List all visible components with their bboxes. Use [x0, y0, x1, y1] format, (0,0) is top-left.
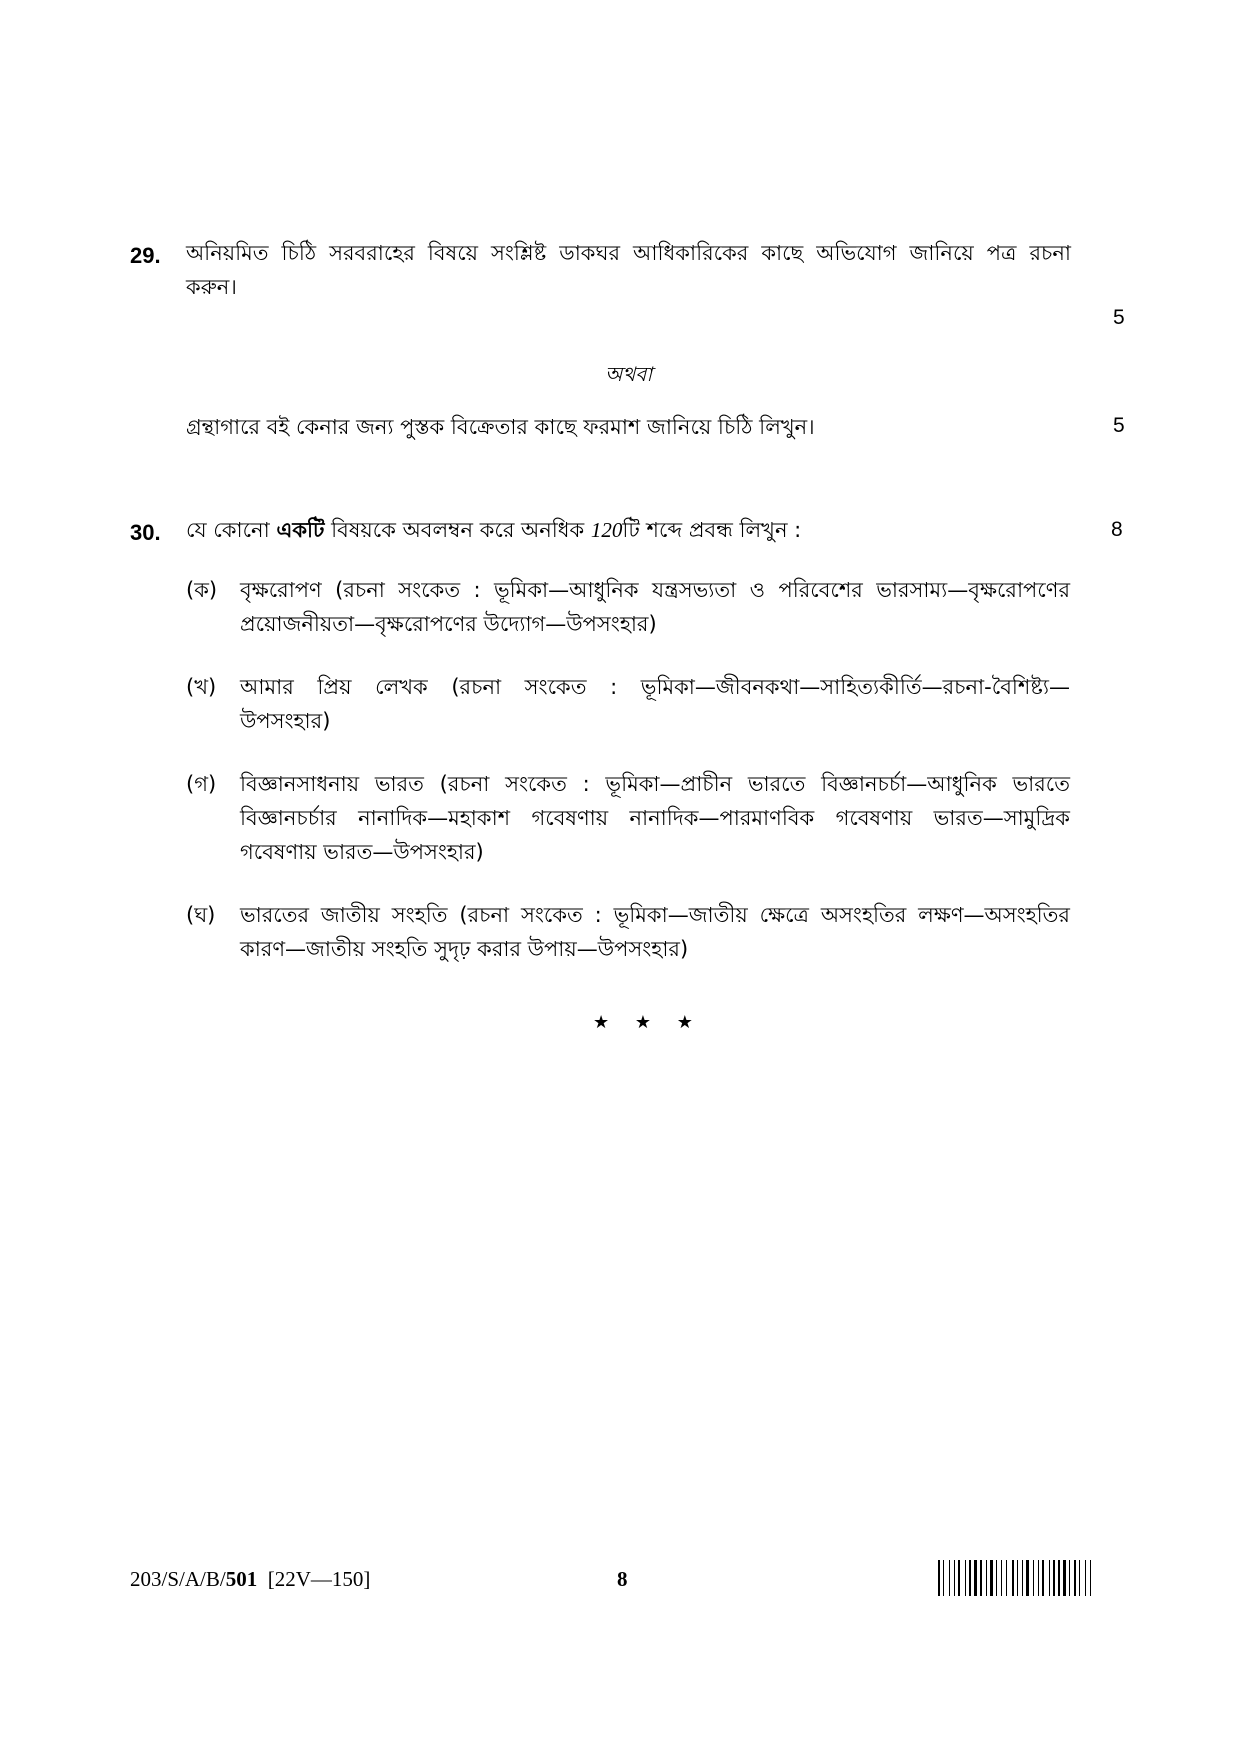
barcode-bar: [1069, 1560, 1070, 1596]
paper-code-number: 501: [225, 1567, 258, 1591]
barcode-bar: [949, 1560, 950, 1596]
option-gha-line2: কারণ—জাতীয় সংহতি সুদৃঢ় করার উপায়—উপসংহার): [240, 937, 689, 961]
barcode-bar: [969, 1560, 971, 1596]
option-kha-line1: আমার প্রিয় লেখক (রচনা সংকেত : ভূমিকা—জীবনকথা—সাহিত্যকীর্তি—রচনা-বৈশিষ্ট্য—: [240, 675, 1070, 699]
question-29-line1: অনিয়মিত চিঠি সরবরাহের বিষয়ে সংশ্লিষ্ট ডাকঘর আধিকারিকের কাছে অভিযোগ জানিয়ে পত্র রচনা: [186, 241, 1071, 265]
barcode-bar: [1058, 1560, 1060, 1596]
barcode-bar: [938, 1560, 940, 1596]
question-29-line2: করুন।: [186, 275, 237, 299]
option-ga-line1: বিজ্ঞানসাধনায় ভারত (রচনা সংকেত : ভূমিকা—প্রাচীন ভারতে বিজ্ঞানচর্চা—আধুনিক ভারতে: [240, 772, 1070, 796]
barcode-bar: [1063, 1560, 1066, 1596]
barcode-bar: [958, 1560, 960, 1596]
question-30-text-mid: বিষয়কে অবলম্বন করে অনধিক: [324, 518, 591, 542]
barcode-bar: [1012, 1560, 1014, 1596]
end-of-paper-stars: ★ ★ ★: [593, 1012, 703, 1033]
question-30-word-count: 120: [590, 518, 623, 542]
barcode-bar: [980, 1560, 982, 1596]
or-separator: অথবা: [605, 362, 653, 386]
option-kha-line2: উপসংহার): [240, 709, 331, 733]
barcode-bar: [954, 1560, 955, 1596]
paper-code-prefix: 203/S/A/B/: [130, 1567, 226, 1591]
option-ga-line2: বিজ্ঞানচর্চার নানাদিক—মহাকাশ গবেষণায় নানাদিক—পারমাণবিক গবেষণায় ভারত—সামুদ্রিক: [240, 806, 1070, 830]
option-gha-line1: ভারতের জাতীয় সংহতি (রচনা সংকেত : ভূমিকা—জাতীয় ক্ষেত্রে অসংহতির লক্ষণ—অসংহতির: [240, 903, 1070, 927]
option-ga: [240, 767, 1070, 869]
option-label-kha: (খ): [186, 675, 217, 699]
barcode-bar: [1079, 1560, 1080, 1596]
option-gha: [240, 898, 1070, 966]
question-30-text-bold: একটি: [276, 518, 325, 542]
barcode-bar: [986, 1560, 987, 1596]
barcode-bar: [1038, 1560, 1039, 1596]
option-ka-line2: প্রয়োজনীয়তা—বৃক্ষরোপণের উদ্যোগ—উপসংহার): [240, 612, 657, 636]
question-29-alt-marks: 5: [1113, 414, 1125, 437]
barcode-bar: [1042, 1560, 1044, 1596]
barcode-bar: [1033, 1560, 1034, 1596]
option-label-ga: (গ): [186, 772, 217, 796]
barcode-image: [938, 1560, 1128, 1596]
barcode-bar: [1074, 1560, 1076, 1596]
question-29-text: [186, 236, 1071, 304]
option-label-gha: (ঘ): [186, 903, 216, 927]
barcode-bar: [1006, 1560, 1007, 1596]
question-30-text-post: টি শব্দে প্রবন্ধ লিখুন :: [622, 518, 802, 542]
option-kha: [240, 670, 1070, 738]
question-30-text-pre: যে কোনো: [186, 518, 277, 542]
option-ka: [240, 573, 1070, 641]
paper-code-batch: [22V—150]: [267, 1567, 371, 1591]
barcode-bar: [1022, 1560, 1023, 1596]
question-29-alternative: গ্রন্থাগারে বই কেনার জন্য পুস্তক বিক্রেতার কাছে ফরমাশ জানিয়ে চিঠি লিখুন।: [186, 415, 815, 439]
option-ga-line3: গবেষণায় ভারত—উপসংহার): [240, 840, 484, 864]
page-number: 8: [617, 1567, 628, 1591]
barcode-bar: [1049, 1560, 1050, 1596]
question-30-text: [186, 513, 1071, 547]
option-ka-line1: বৃক্ষরোপণ (রচনা সংকেত : ভূমিকা—আধুনিক যন্ত্রসভ্যতা ও পরিবেশের ভারসাম্য—বৃক্ষরোপণের: [240, 578, 1070, 602]
barcode-bar: [1026, 1560, 1029, 1596]
question-29-marks: 5: [1113, 306, 1125, 329]
barcode-bar: [1090, 1560, 1091, 1596]
barcode-bar: [943, 1560, 944, 1596]
barcode-bar: [1053, 1560, 1055, 1596]
paper-code: [130, 1567, 370, 1592]
barcode-bar: [990, 1560, 993, 1596]
barcode-bar: [1017, 1560, 1018, 1596]
question-29-number: 29.: [130, 243, 161, 268]
option-label-ka: (ক): [186, 578, 218, 602]
question-30-number: 30.: [130, 520, 161, 545]
barcode-bar: [974, 1560, 977, 1596]
barcode-bar: [1085, 1560, 1086, 1596]
barcode-bar: [965, 1560, 966, 1596]
barcode-bar: [1001, 1560, 1002, 1596]
question-30-marks: 8: [1111, 518, 1123, 541]
barcode-bar: [996, 1560, 997, 1596]
